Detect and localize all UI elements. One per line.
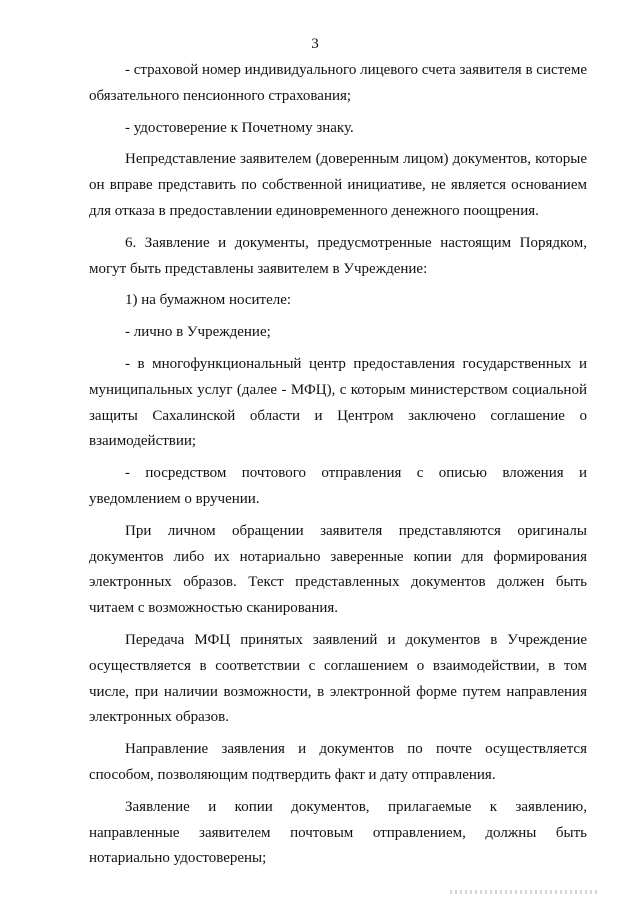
paragraph-item-6: 6. Заявление и документы, предусмотренные настоящим Порядком, могут быть представлены заявителем в Учреждение: [89,234,587,277]
paragraph-notarized: Заявление и копии документов, прилагаемые к заявлению, направленные заявителем почтовым отправлением, должны быть нотариально удостоверены; [89,798,587,867]
paragraph-certificate: - удостоверение к Почетному знаку. [125,119,354,136]
paragraph-paper-carrier: 1) на бумажном носителе: [125,292,292,309]
paragraph-mfc: - в многофункциональный центр предоставления государственных и муниципальных услуг (далее - МФЦ), с которым министерством социальной защиты Сахалинской области и Центром заключено соглашение о взаимодействии; [89,355,587,450]
paragraph-in-person: - лично в Учреждение; [125,324,271,341]
paragraph-personal-visit: При личном обращении заявителя представляются оригиналы документов либо их нотариально заверенные копии для формирования электронных образов. Текст представленных документов должен быть читаем с возможностью сканирования. [89,522,587,617]
paragraph-snils: - страховой номер индивидуального лицевого счета заявителя в системе обязательного пенсионного страхования; [89,62,587,104]
document-body [89,58,587,878]
scan-artifact [450,890,600,894]
paragraph-mail-sending: Направление заявления и документов по почте осуществляется способом, позволяющим подтвердить факт и дату отправления. [89,741,587,783]
paragraph-postal: - посредством почтового отправления с описью вложения и уведомлением о вручении. [89,465,587,507]
paragraph-non-submission: Непредставление заявителем (доверенным лицом) документов, которые он вправе представить по собственной инициативе, не является основанием для отказа в предоставлении единовременного денежного поощрения. [89,151,587,219]
paragraph-mfc-transfer: Передача МФЦ принятых заявлений и документов в Учреждение осуществляется в соответствии с соглашением о взаимодействии, в том числе, при наличии возможности, в электронной форме путем направления электронных образов. [89,631,587,726]
page-number: 3 [311,36,319,52]
